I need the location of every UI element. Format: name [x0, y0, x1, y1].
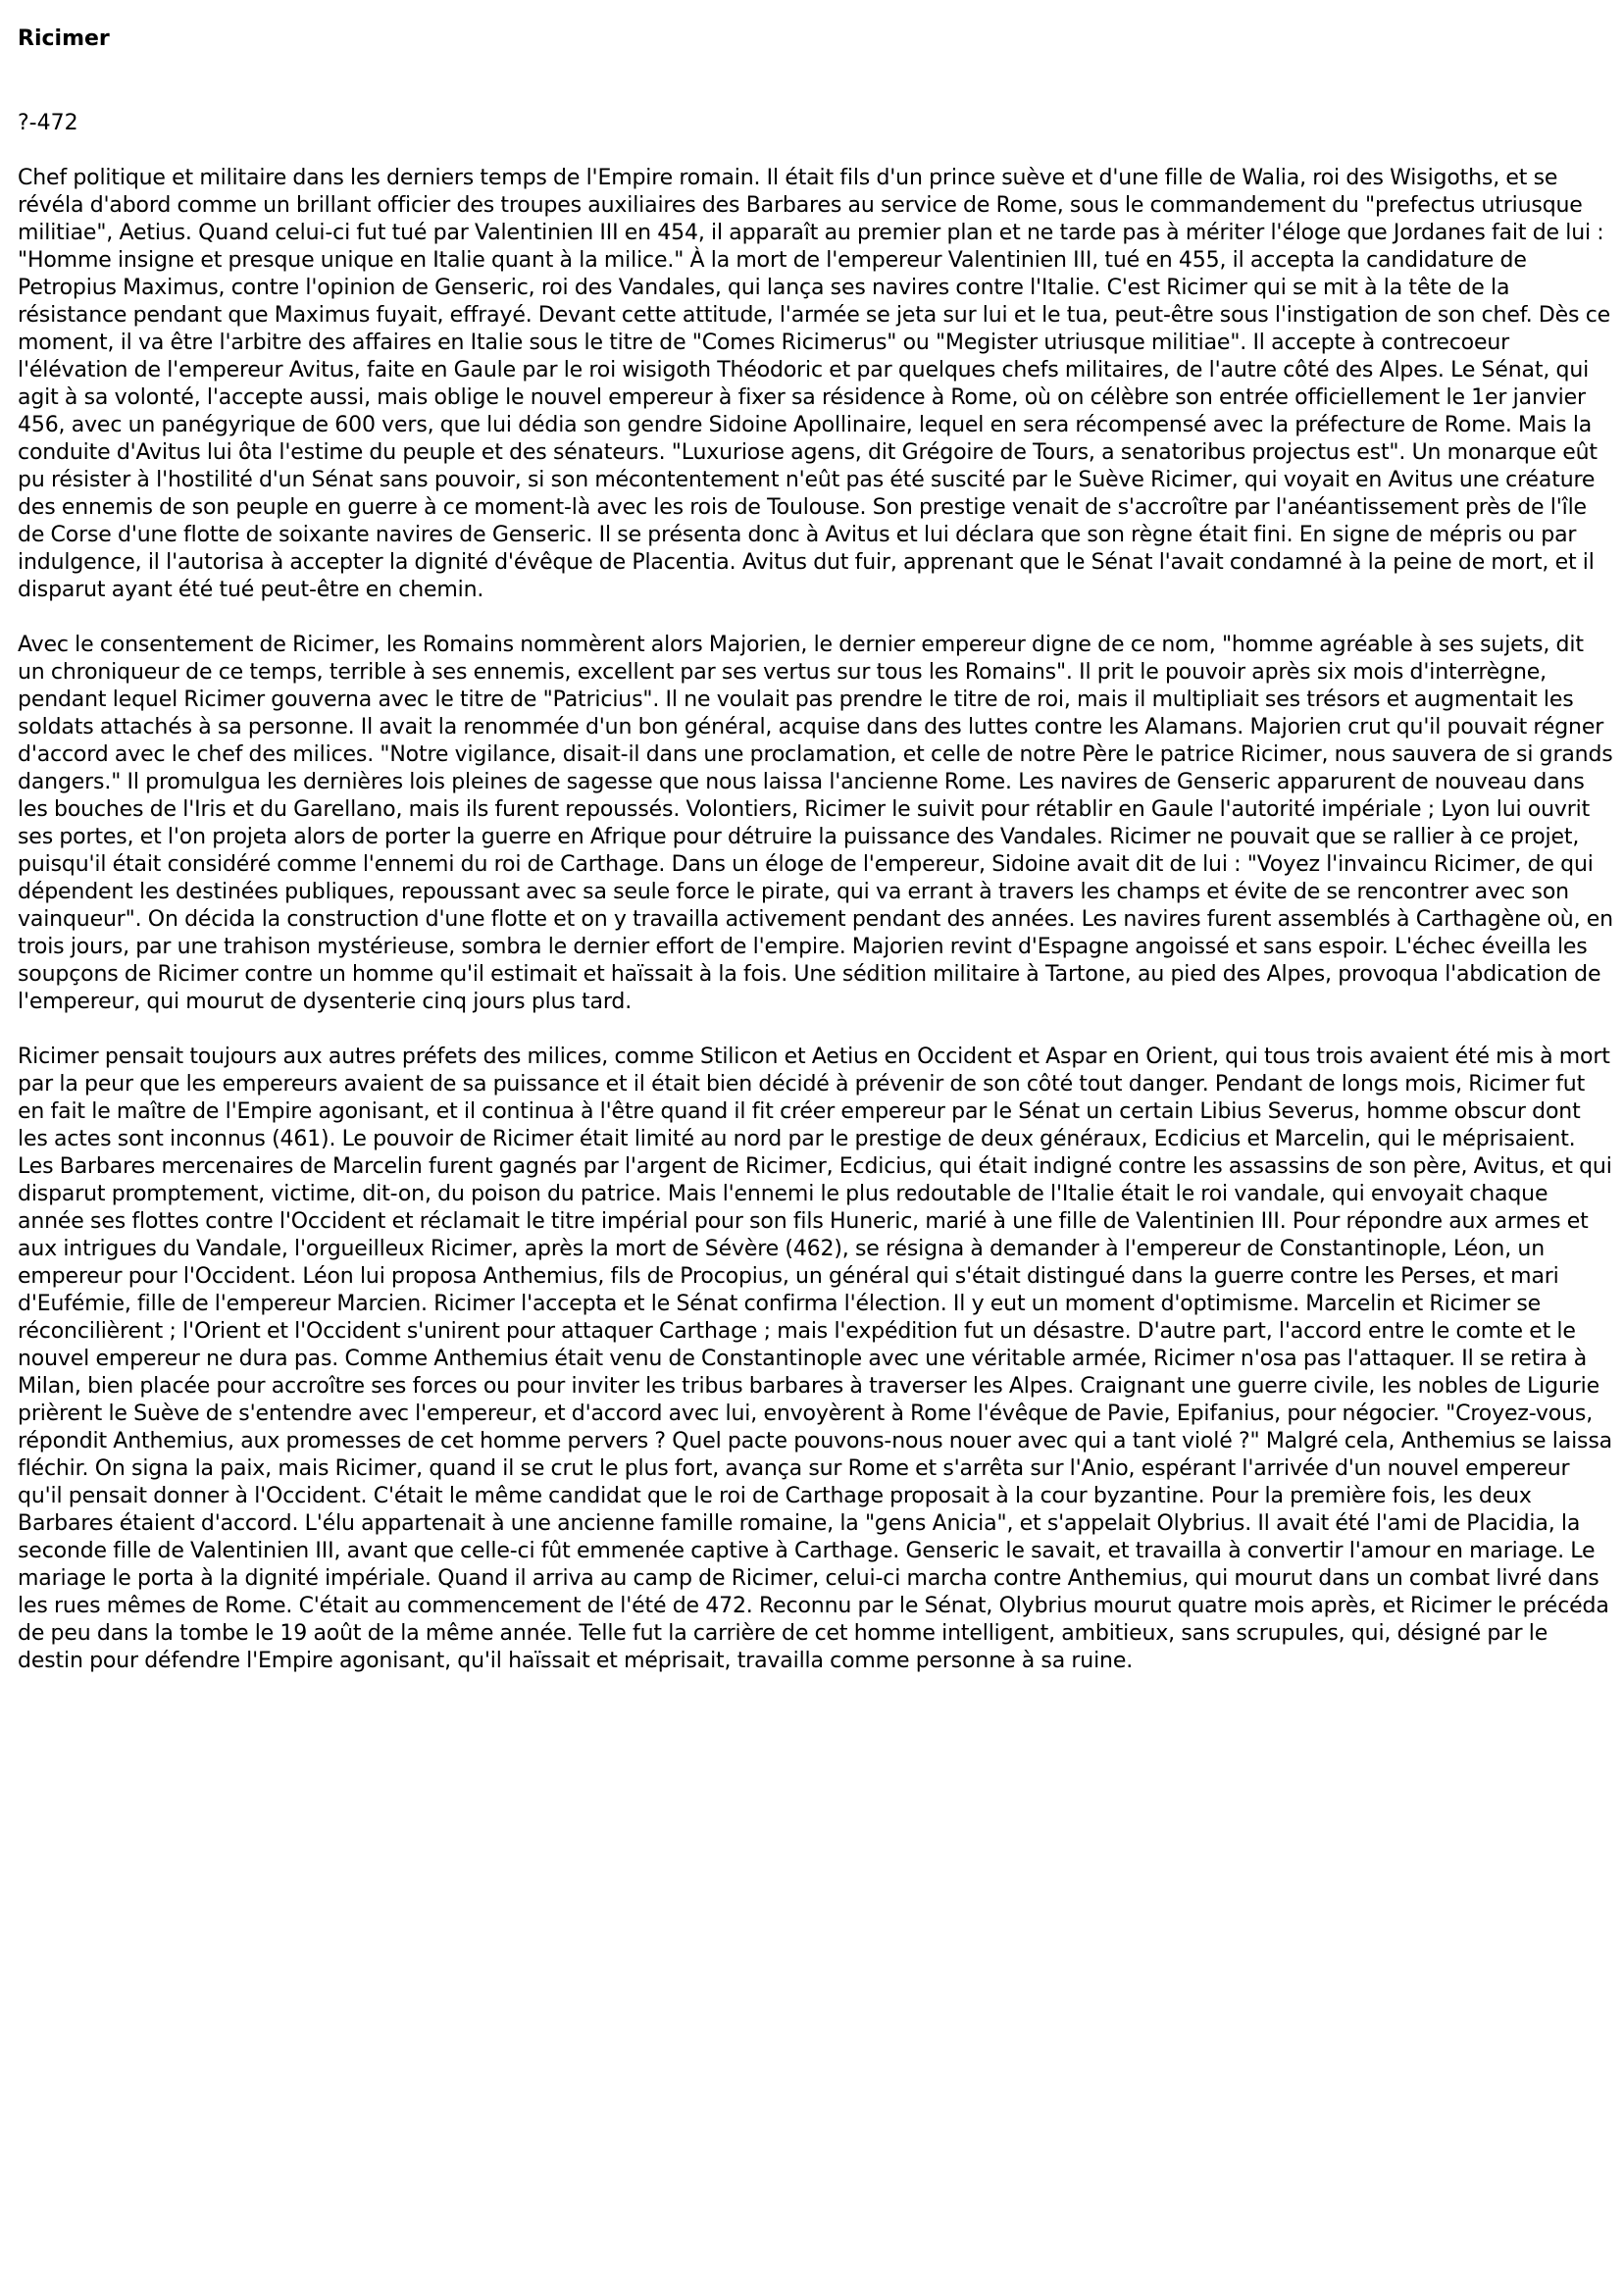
article-title: Ricimer [18, 26, 110, 51]
paragraph-2: Avec le consentement de Ricimer, les Romains nommèrent alors Majorien, le dernier empereur digne de ce nom, "homme agréable à ses sujets, dit un chroniqueur de ce temps, terrible à ses ennemis, excellent par ses vertus sur tous les Romains". Il prit le pouvoir après six mois d'interrègne, pendant lequel Ricimer gouverna avec le titre de "Patricius". Il ne voulait pas prendre le titre de roi, mais il multipliait ses trésors et augmentait les soldats attachés à sa personne. Il avait la renommée d'un bon général, acquise dans des luttes contre les Alamans. Majorien crut qu'il pouvait régner d'accord avec le chef des milices. "Notre vigilance, disait-il dans une proclamation, et celle de notre Père le patrice Ricimer, nous sauvera de si grands dangers." Il promulgua les dernières lois pleines de sagesse que nous laissa l'ancienne Rome. Les navires de Genseric apparurent de nouveau dans les bouches de l'Iris et du Garellano, mais ils furent repoussés. Volontiers, Ricimer le suivit pour rétablir en Gaule l'autorité impériale ; Lyon lui ouvrit ses portes, et l'on projeta alors de porter la guerre en Afrique pour détruire la puissance des Vandales. Ricimer ne pouvait que se rallier à ce projet, puisqu'il était considéré comme l'ennemi du roi de Carthage. Dans un éloge de l'empereur, Sidoine avait dit de lui : "Voyez l'invaincu Ricimer, de qui dépendent les destinées publiques, repoussant avec sa seule force le pirate, qui va errant à travers les champs et évite de se rencontrer avec son vainqueur". On décida la construction d'une flotte et on y travailla activement pendant des années. Les navires furent assemblés à Carthagène où, en trois jours, par une trahison mystérieuse, sombra le dernier effort de l'empire. Majorien revint d'Espagne angoissé et sans espoir. L'échec éveilla les soupçons de Ricimer contre un homme qu'il estimait et haïssait à la fois. Une sédition militaire à Tartone, au pied des Alpes, provoqua l'abdication de l'empereur, qui mourut de dysenterie cinq jours plus tard. [18, 633, 1613, 1014]
article-dates: ?-472 [18, 111, 78, 135]
paragraph-3: Ricimer pensait toujours aux autres préfets des milices, comme Stilicon et Aetius en Occident et Aspar en Orient, qui tous trois avaient été mis à mort par la peur que les empereurs avaient de sa puissance et il était bien décidé à prévenir de son côté tout danger. Pendant de longs mois, Ricimer fut en fait le maître de l'Empire agonisant, et il continua à l'être quand il fit créer empereur par le Sénat un certain Libius Severus, homme obscur dont les actes sont inconnus (461). Le pouvoir de Ricimer était limité au nord par le prestige de deux généraux, Ecdicius et Marcelin, qui le méprisaient. Les Barbares mercenaires de Marcelin furent gagnés par l'argent de Ricimer, Ecdicius, qui était indigné contre les assassins de son père, Avitus, et qui disparut promptement, victime, dit-on, du poison du patrice. Mais l'ennemi le plus redoutable de l'Italie était le roi vandale, qui envoyait chaque année ses flottes contre l'Occident et réclamait le titre impérial pour son fils Huneric, marié à une fille de Valentinien III. Pour répondre aux armes et aux intrigues du Vandale, l'orgueilleux Ricimer, après la mort de Sévère (462), se résigna à demander à l'empereur de Constantinople, Léon, un empereur pour l'Occident. Léon lui proposa Anthemius, fils de Procopius, un général qui s'était distingué dans la guerre contre les Perses, et mari d'Eufémie, fille de l'empereur Marcien. Ricimer l'accepta et le Sénat confirma l'élection. Il y eut un moment d'optimisme. Marcelin et Ricimer se réconcilièrent ; l'Orient et l'Occident s'unirent pour attaquer Carthage ; mais l'expédition fut un désastre. D'autre part, l'accord entre le comte et le nouvel empereur ne dura pas. Comme Anthemius était venu de Constantinople avec une véritable armée, Ricimer n'osa pas l'attaquer. Il se retira à Milan, bien placée pour accroître ses forces ou pour inviter les tribus barbares à traverser les Alpes. Craignant une guerre civile, les nobles de Ligurie prièrent le Suève de s'entendre avec l'empereur, et d'accord avec lui, envoyèrent à Rome l'évêque de Pavie, Epifanius, pour négocier. "Croyez-vous, répondit Anthemius, aux promesses de cet homme pervers ? Quel pacte pouvons-nous nouer avec qui a tant violé ?" Malgré cela, Anthemius se laissa fléchir. On signa la paix, mais Ricimer, quand il se crut le plus fort, avança sur Rome et s'arrêta sur l'Anio, espérant l'arrivée d'un nouvel empereur qu'il pensait donner à l'Occident. C'était le même candidat que le roi de Carthage proposait à la cour byzantine. Pour la première fois, les deux Barbares étaient d'accord. L'élu appartenait à une ancienne famille romaine, la "gens Anicia", et s'appelait Olybrius. Il avait été l'ami de Placidia, la seconde fille de Valentinien III, avant que celle-ci fût emmenée captive à Carthage. Genseric le savait, et travailla à convertir l'amour en mariage. Le mariage le porta à la dignité impériale. Quand il arriva au camp de Ricimer, celui-ci marcha contre Anthemius, qui mourut dans un combat livré dans les rues mêmes de Rome. C'était au commencement de l'été de 472. Reconnu par le Sénat, Olybrius mourut quatre mois après, et Ricimer le précéda de peu dans la tombe le 19 août de la même année. Telle fut la carrière de cet homme intelligent, ambitieux, sans scrupules, qui, désigné par le destin pour défendre l'Empire agonisant, qu'il haïssait et méprisait, travailla comme personne à sa ruine. [18, 1045, 1612, 1673]
paragraph-1: Chef politique et militaire dans les derniers temps de l'Empire romain. Il était fils d'un prince suève et d'une fille de Walia, roi des Wisigoths, et se révéla d'abord comme un brillant officier des troupes auxiliaires des Barbares au service de Rome, sous le commandement du "prefectus utriusque militiae", Aetius. Quand celui-ci fut tué par Valentinien III en 454, il apparaît au premier plan et ne tarde pas à mériter l'éloge que Jordanes fait de lui : "Homme insigne et presque unique en Italie quant à la milice." À la mort de l'empereur Valentinien III, tué en 455, il accepta la candidature de Petropius Maximus, contre l'opinion de Genseric, roi des Vandales, qui lança ses navires contre l'Italie. C'est Ricimer qui se mit à la tête de la résistance pendant que Maximus fuyait, effrayé. Devant cette attitude, l'armée se jeta sur lui et le tua, peut-être sous l'instigation de son chef. Dès ce moment, il va être l'arbitre des affaires en Italie sous le titre de "Comes Ricimerus" ou "Megister utriusque militiae". Il accepte à contrecoeur l'élévation de l'empereur Avitus, faite en Gaule par le roi wisigoth Théodoric et par quelques chefs militaires, de l'autre côté des Alpes. Le Sénat, qui agit à sa volonté, l'accepte aussi, mais oblige le nouvel empereur à fixer sa résidence à Rome, où on célèbre son entrée officiellement le 1er janvier 456, avec un panégyrique de 600 vers, que lui dédia son gendre Sidoine Apollinaire, lequel en sera récompensé avec la préfecture de Rome. Mais la conduite d'Avitus lui ôta l'estime du peuple et des sénateurs. "Luxuriose agens, dit Grégoire de Tours, a senatoribus projectus est". Un monarque eût pu résister à l'hostilité d'un Sénat sans pouvoir, si son mécontentement n'eût pas été suscité par le Suève Ricimer, qui voyait en Avitus une créature des ennemis de son peuple en guerre à ce moment-là avec les rois de Toulouse. Son prestige venait de s'accroître par l'anéantissement près de l'île de Corse d'une flotte de soixante navires de Genseric. Il se présenta donc à Avitus et lui déclara que son règne était fini. En signe de mépris ou par indulgence, il l'autorisa à accepter la dignité d'évêque de Placentia. Avitus dut fuir, apprenant que le Sénat l'avait condamné à la peine de mort, et il disparut ayant été tué peut-être en chemin. [18, 166, 1611, 602]
document-page [18, 24, 1614, 1675]
